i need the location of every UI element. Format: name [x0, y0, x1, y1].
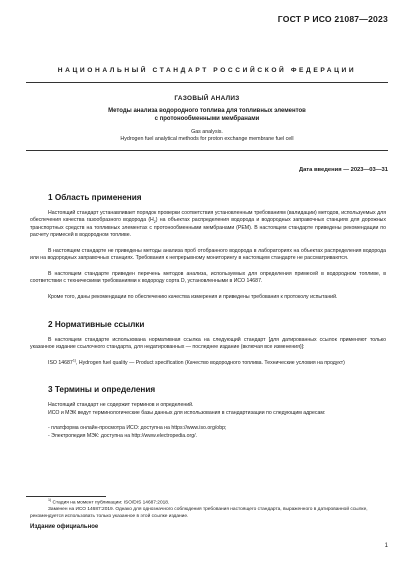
english-title-line-1: Gas analysis.: [191, 129, 223, 135]
title-rule: [26, 82, 388, 83]
standard-code: ГОСТ Р ИСО 21087—2023: [277, 14, 388, 24]
section-3-bullet-1: - платформа онлайн-просмотра ИСО: доступна на https://www.iso.org/obp;: [48, 425, 227, 431]
section-2-reference: ISO 14687$^{1)}$, Hydrogen fuel quality — Product specification (Качество водородного топлива. Технические условия на продукт): [48, 358, 345, 366]
english-title-line-2: Hydrogen fuel analytical methods for proton exchange membrane fuel cell: [120, 136, 294, 142]
section-3-heading: 3 Термины и определения: [48, 385, 156, 394]
document-subtitle-line-1: Методы анализа водородного топлива для топливных элементов: [108, 108, 306, 114]
section-1-paragraph-3: В настоящем стандарте приведен перечень методов анализа, используемых для определения примесей в водородном топливе, в соответствии с техническими требованиями к водороду сорта D, установленными в ИСО 14687.: [30, 271, 386, 285]
section-1-paragraph-1: Настоящий стандарт устанавливает порядок проверки соответствия установленным требованиям (валидации) методов, используемых для обеспечения качества газообразного водорода $(H_2)$ на объектах распределения водорода и водородных заправочных станциях для дорожных транспортных средств на топливных элементах с протонообменными мембранами (PEM). В настоящем стандарте приведены рекомендации по расчету примесей в водородном топливе.: [30, 210, 387, 239]
footnote-line-2: Заменен на ИСО 14687:2019. Однако для однозначного соблюдения требования настоящего стандарта, выраженного в датированной ссылке, рекомендуется использовать только указанное в этой ссылке издание.: [30, 507, 368, 519]
subtitle-rule: [26, 150, 388, 151]
footnote-rule: [26, 496, 106, 497]
document-subtitle-line-2: с протонообменными мембранами: [154, 116, 260, 122]
section-3-paragraph-2: ИСО и МЭК ведут терминологические базы данных для использования в стандартизации по следующим адресам:: [48, 410, 326, 416]
section-1-paragraph-2: В настоящем стандарте не приведены методы анализа проб отобранного водорода в лабораториях на объектах распределения водорода или на водородных заправочных станциях. Требования к непрерывному мониторингу в настоящем стандарте не рассматриваются.: [30, 248, 386, 262]
national-standard-title: НАЦИОНАЛЬНЫЙ СТАНДАРТ РОССИЙСКОЙ ФЕДЕРАЦИИ: [57, 67, 357, 74]
page-number: 1: [384, 543, 388, 549]
section-1-paragraph-4: Кроме того, даны рекомендации по обеспечению качества измерения и приведены требования к протоколу испытаний.: [48, 294, 338, 300]
introduction-date: Дата введения — 2023—03—31: [298, 167, 388, 173]
section-3-bullet-2: - Электропедия МЭК: доступна на http://www.electropedia.org/.: [48, 433, 197, 439]
section-2-heading: 2 Нормативные ссылки: [48, 320, 145, 329]
footnote-line-1: $^{1)}$ Стадия на момент публикации: ISO/DIS 14687:2018.: [48, 498, 170, 506]
section-1-heading: 1 Область применения: [48, 193, 142, 202]
official-edition-label: Издание официальное: [30, 524, 99, 530]
document-title: ГАЗОВЫЙ АНАЛИЗ: [174, 95, 240, 102]
section-2-paragraph-1: В настоящем стандарте использована нормативная ссылка на следующий стандарт [для датированных ссылок применяют только указанное издание ссылочного стандарта, для недатированных — последнее издание (включая все изменения)]:: [30, 337, 386, 351]
section-3-paragraph-1: Настоящий стандарт не содержит терминов и определений.: [48, 402, 194, 408]
